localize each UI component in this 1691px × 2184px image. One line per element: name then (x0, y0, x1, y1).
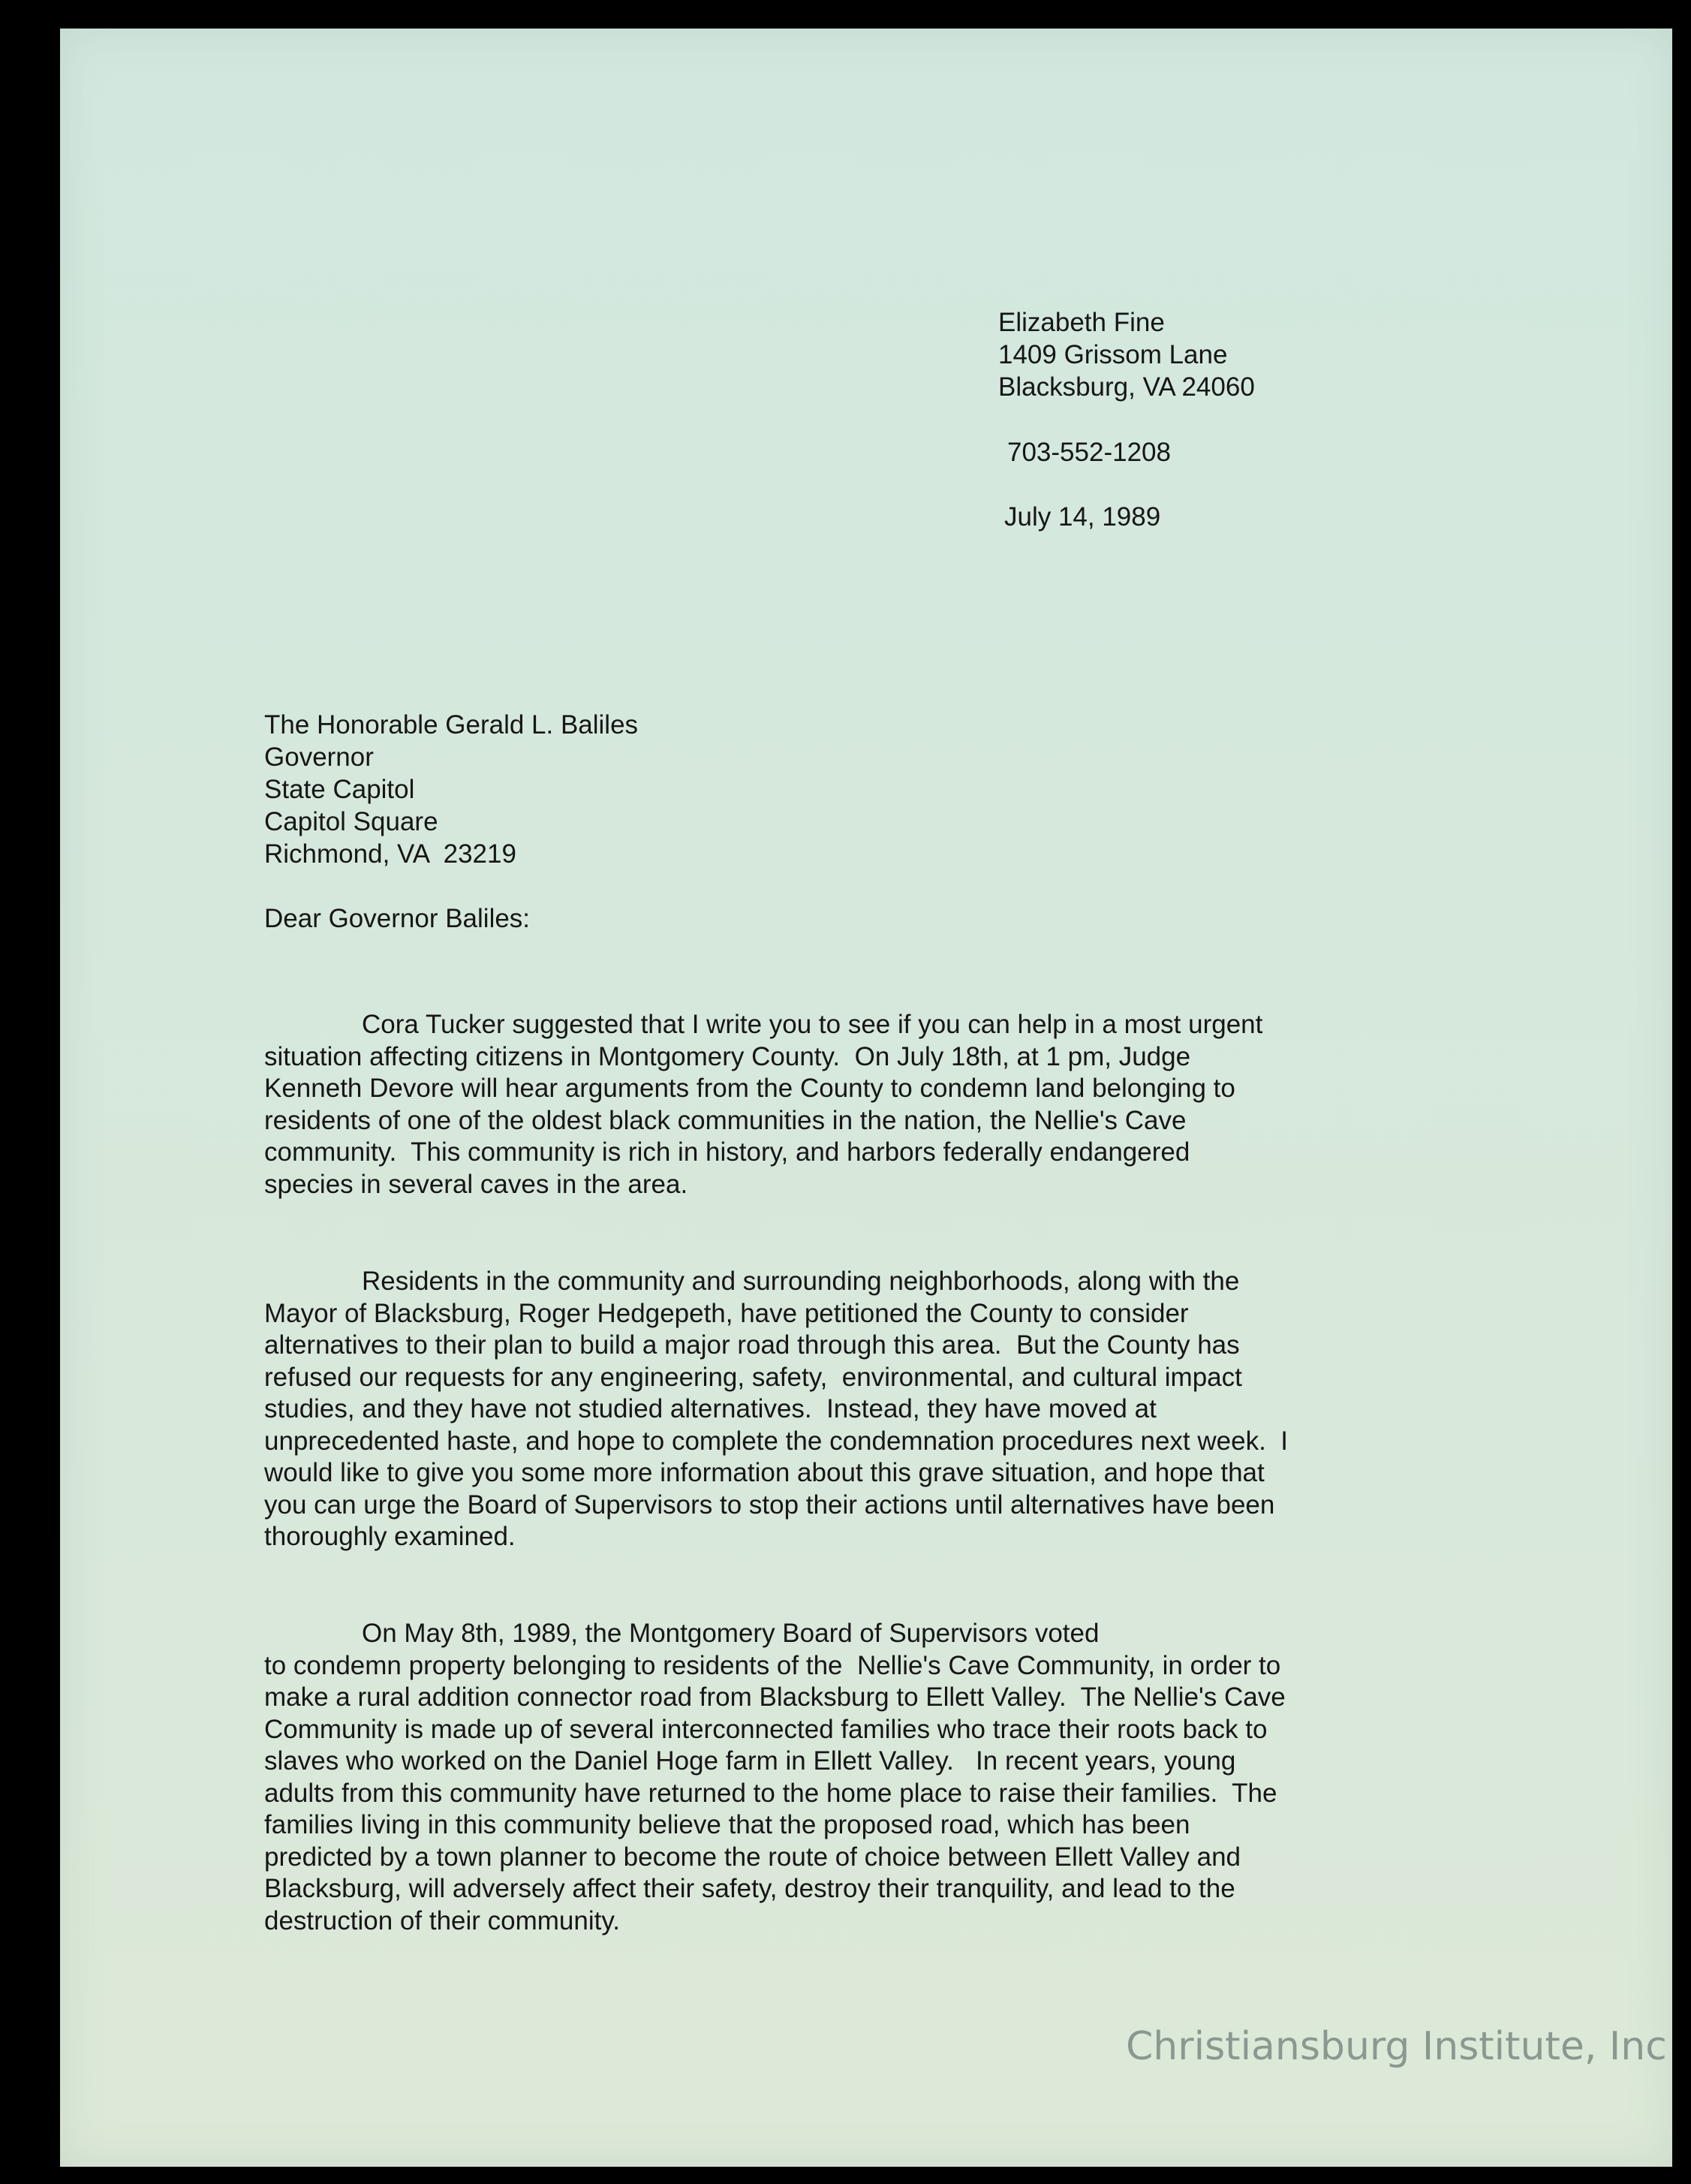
paragraph-line: thoroughly examined. (264, 1522, 516, 1551)
paragraph-line: situation affecting citizens in Montgomery County. On July 18th, at 1 pm, Judge (264, 1041, 1191, 1071)
body-paragraph (264, 1266, 1288, 1553)
recipient-line: Capitol Square (264, 807, 438, 836)
paragraph-line: On May 8th, 1989, the Montgomery Board of Supervisors voted (362, 1619, 1100, 1648)
letter-page (60, 29, 1672, 2167)
paragraph-line: to condemn property belonging to residents of the Nellie's Cave Community, in order to (264, 1650, 1281, 1680)
paragraph-line: predicted by a town planner to become the route of choice between Ellett Valley and (264, 1842, 1241, 1872)
sender-city: Blacksburg, VA 24060 (998, 372, 1255, 402)
paragraph-line: species in several caves in the area. (264, 1169, 688, 1199)
paragraph-line: alternatives to their plan to build a major road through this area. But the County has (264, 1330, 1240, 1360)
paragraph-line: studies, and they have not studied alternatives. Instead, they have moved at (264, 1394, 1157, 1423)
paragraph-line: families living in this community believe that the proposed road, which has been (264, 1810, 1190, 1839)
paragraph-line: you can urge the Board of Supervisors to stop their actions until alternatives have been (264, 1490, 1275, 1520)
recipient-line: State Capitol (264, 775, 415, 804)
recipient-address-block (264, 709, 638, 870)
paragraph-line: destruction of their community. (264, 1905, 620, 1935)
paragraph-line: adults from this community have returned to the home place to raise their families. The (264, 1778, 1277, 1808)
body-paragraph (264, 1009, 1262, 1200)
body-paragraph (264, 1618, 1286, 1937)
paragraph-line: make a rural addition connector road from Blacksburg to Ellett Valley. The Nellie's Cave (264, 1682, 1286, 1712)
paragraph-line: Blacksburg, will adversely affect their safety, destroy their tranquility, and lead to the (264, 1874, 1235, 1903)
recipient-line: Governor (264, 743, 374, 772)
watermark-text: Christiansburg Institute, Inc (1126, 2024, 1667, 2069)
paragraph-line: Residents in the community and surrounding neighborhoods, along with the (362, 1267, 1240, 1296)
paragraph-line: Cora Tucker suggested that I write you to see if you can help in a most urgent (362, 1010, 1263, 1039)
salutation: Dear Governor Baliles: (264, 904, 531, 933)
paragraph-line: slaves who worked on the Daniel Hoge farm in Ellett Valley. In recent years, young (264, 1746, 1236, 1776)
letter-date: July 14, 1989 (1004, 502, 1161, 532)
paragraph-line: community. This community is rich in history, and harbors federally endangered (264, 1137, 1190, 1167)
sender-phone: 703-552-1208 (1007, 438, 1171, 467)
paragraph-line: refused our requests for any engineering, safety, environmental, and cultural impact (264, 1362, 1242, 1392)
sender-street: 1409 Grissom Lane (998, 340, 1228, 369)
paragraph-line: Community is made up of several interconnected families who trace their roots back to (264, 1714, 1268, 1744)
sender-address-block (998, 306, 1255, 533)
paragraph-line: residents of one of the oldest black communities in the nation, the Nellie's Cave (264, 1105, 1187, 1135)
paragraph-line: would like to give you some more information about this grave situation, and hope that (264, 1458, 1265, 1487)
recipient-line: The Honorable Gerald L. Baliles (264, 710, 639, 740)
paragraph-line: unprecedented haste, and hope to complete the condemnation procedures next week. I (264, 1426, 1288, 1456)
sender-name: Elizabeth Fine (998, 308, 1165, 337)
recipient-line: Richmond, VA 23219 (264, 839, 516, 869)
paragraph-line: Kenneth Devore will hear arguments from the County to condemn land belonging to (264, 1074, 1235, 1103)
paragraph-line: Mayor of Blacksburg, Roger Hedgepeth, have petitioned the County to consider (264, 1298, 1189, 1328)
